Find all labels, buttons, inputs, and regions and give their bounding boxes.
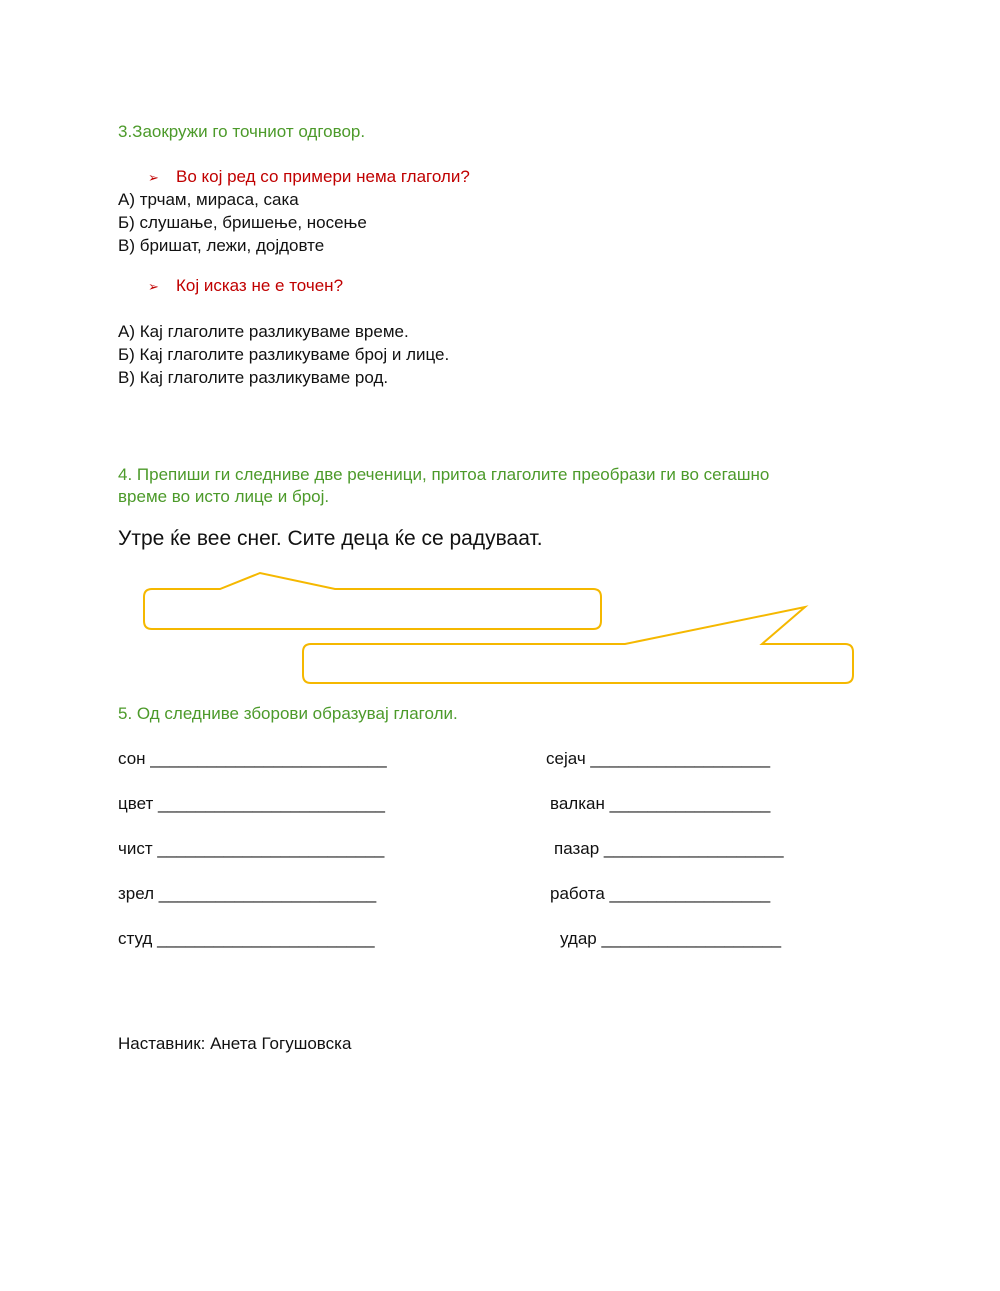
word-label: чист [118, 839, 153, 858]
word-row [550, 884, 770, 904]
word-row [554, 839, 784, 859]
answer-input-2[interactable] [305, 646, 851, 681]
answer-blank[interactable]: ________________________ [158, 794, 385, 813]
word-row [118, 749, 387, 769]
answer-blank[interactable]: ________________________ [157, 839, 385, 858]
word-row [118, 794, 385, 814]
answer-blank[interactable]: _________________________ [150, 749, 387, 768]
answer-blank[interactable]: _________________ [609, 884, 771, 903]
word-row [118, 884, 376, 904]
answer-input-1[interactable] [146, 591, 599, 627]
word-label: пазар [554, 839, 600, 858]
word-label: сон [118, 749, 146, 768]
word-row [560, 929, 781, 949]
word-row [546, 749, 770, 769]
answer-blank[interactable]: ___________________ [603, 839, 784, 858]
word-row [550, 794, 770, 814]
task3-question2: Кој исказ не е точен? [176, 276, 344, 295]
answer-blank[interactable]: ___________________ [601, 929, 782, 948]
answer-blank[interactable]: ___________________ [590, 749, 771, 768]
word-label: работа [550, 884, 605, 903]
task3-title: 3.Заокружи го точниот одговор. [118, 122, 366, 141]
word-label: студ [118, 929, 153, 948]
word-row [118, 929, 375, 949]
task3-q1-option-a[interactable]: А) трчам, мираса, сака [118, 190, 299, 209]
arrow-bullet-icon: ➢ [148, 279, 159, 294]
task3-q2-option-c[interactable]: В) Кај глаголите разликуваме род. [118, 368, 389, 387]
task4-title-line1: 4. Препиши ги следниве две реченици, притоа глаголите преобрази ги во сегашно [118, 465, 770, 484]
answer-blank[interactable]: _______________________ [157, 929, 375, 948]
answer-blank[interactable]: _________________ [609, 794, 771, 813]
word-label: зрел [118, 884, 155, 903]
task3-question1: Во кој ред со примери нема глаголи? [176, 167, 470, 186]
task3-q1-option-c[interactable]: В) бришат, лежи, дојдовте [118, 236, 325, 255]
word-label: цвет [118, 794, 154, 813]
task3-q2-option-b[interactable]: Б) Кај глаголите разликуваме број и лице. [118, 345, 450, 364]
task3-q1-option-b[interactable]: Б) слушање, бришење, носење [118, 213, 367, 232]
word-label: валкан [550, 794, 605, 813]
task3-q2-option-a[interactable]: А) Кај глаголите разликуваме време. [118, 322, 409, 341]
answer-blank[interactable]: _______________________ [158, 884, 377, 903]
teacher-signature: Наставник: Анета Гогушовска [118, 1034, 352, 1053]
word-label: удар [560, 929, 597, 948]
word-row [118, 839, 384, 859]
task5-title: 5. Од следниве зборови образувај глаголи. [118, 704, 458, 723]
arrow-bullet-icon: ➢ [148, 170, 159, 185]
task4-sentence: Утре ќе вее снег. Сите деца ќе се радуваат. [118, 527, 543, 550]
word-label: сејач [546, 749, 586, 768]
task4-title-line2: време во исто лице и број. [118, 487, 330, 506]
